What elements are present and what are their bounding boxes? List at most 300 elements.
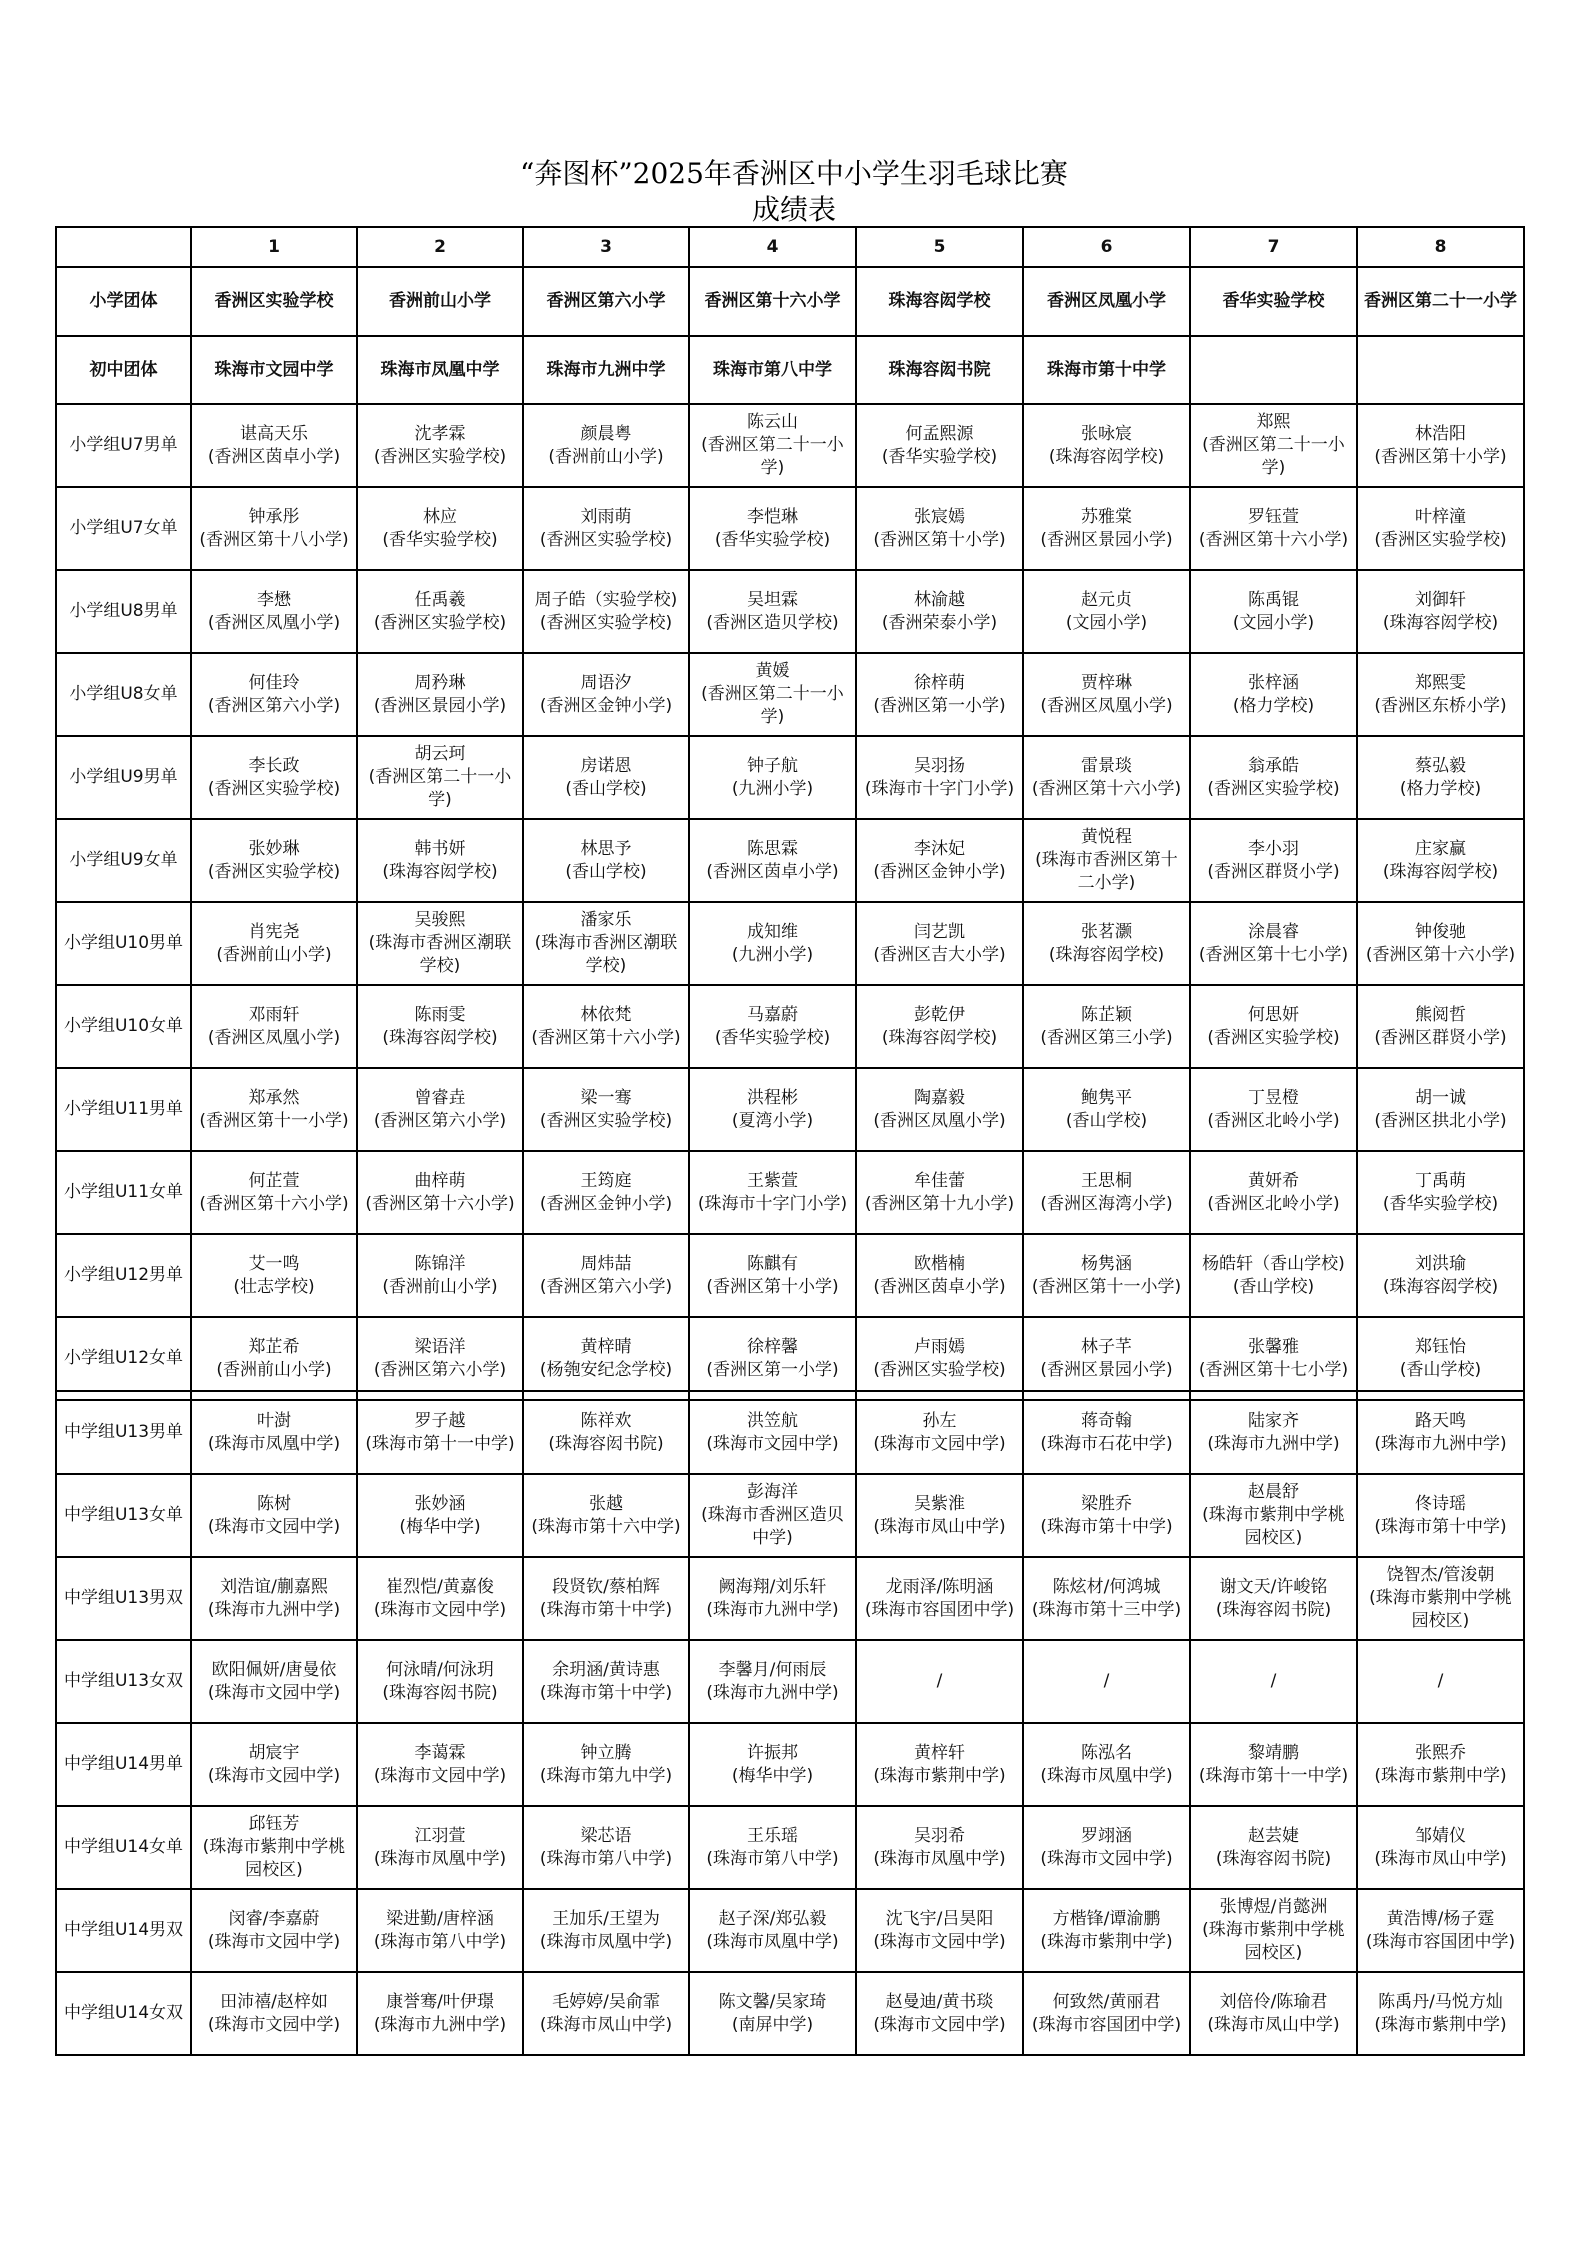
player-name: 徐梓萌 — [914, 672, 965, 693]
player-cell — [357, 1474, 523, 1557]
team-cell — [1190, 336, 1357, 404]
player-name: 陈树 — [257, 1493, 291, 1514]
player-cell — [689, 902, 856, 985]
school-name: (珠海市文园中学) — [207, 2014, 341, 2035]
event-row — [56, 985, 1524, 1068]
school-name: (珠海容闳书院) — [382, 1682, 498, 1703]
player-name: 邓雨轩 — [248, 1004, 300, 1025]
row-label: 中学组U14男双 — [56, 1889, 191, 1972]
school-name: (香洲区实验学校) — [207, 861, 341, 882]
player-cell — [689, 985, 856, 1068]
player-cell — [856, 736, 1023, 819]
school-name: (珠海容闳学校) — [1048, 944, 1165, 965]
school-name: (珠海市文园中学) — [373, 1599, 507, 1620]
school-name: (香洲区第十六小学) — [531, 1027, 681, 1048]
school-name: (香洲区实验学校) — [873, 1359, 1006, 1380]
player-cell — [856, 1234, 1023, 1317]
player-cell — [1023, 1972, 1190, 2055]
school-name: (香洲区实验学校) — [1207, 778, 1340, 799]
row-label: 小学组U9男单 — [56, 736, 191, 819]
player-name: 彭乾伊 — [914, 1004, 965, 1025]
player-cell — [1357, 404, 1524, 487]
player-cell — [523, 487, 689, 570]
player-cell — [1023, 1889, 1190, 1972]
event-row — [56, 1474, 1524, 1557]
player-cell — [856, 902, 1023, 985]
team-cell: 珠海市凤凰中学 — [357, 336, 523, 404]
player-cell — [1190, 902, 1357, 985]
school-name: (珠海市凤山中学) — [1374, 1848, 1507, 1869]
event-row — [56, 1889, 1524, 1972]
player-name: 龙雨泽/陈明涵 — [885, 1576, 994, 1597]
player-name: 赵元贞 — [1081, 589, 1132, 610]
school-name: (香山学校) — [1399, 1359, 1482, 1380]
school-name: (珠海市十字门小学) — [864, 778, 1015, 799]
player-cell — [1023, 570, 1190, 653]
team-cell: 珠海市第八中学 — [689, 336, 856, 404]
player-name: 陈文馨/吴家琦 — [718, 1991, 827, 2012]
team-cell: 珠海市第十中学 — [1023, 336, 1190, 404]
player-name: 周矜琳 — [414, 672, 466, 693]
column-header: 8 — [1357, 227, 1524, 267]
player-cell — [357, 985, 523, 1068]
school-name: (香山学校) — [565, 778, 647, 799]
school-name: (香洲区实验学校) — [539, 1110, 673, 1131]
school-name: (夏湾小学) — [731, 1110, 814, 1131]
player-cell — [689, 1723, 856, 1806]
player-name: 陈芷颖 — [1081, 1004, 1132, 1025]
school-name: (文园小学) — [1232, 612, 1315, 633]
player-name: 王筠庭 — [580, 1170, 632, 1191]
school-name: (珠海市凤凰中学) — [1040, 1765, 1173, 1786]
player-cell — [1190, 1723, 1357, 1806]
school-name: (珠海市凤山中学) — [873, 1516, 1006, 1537]
player-cell — [523, 1234, 689, 1317]
event-row — [56, 1151, 1524, 1234]
school-name: (珠海市九洲中学) — [1207, 1433, 1340, 1454]
player-cell — [357, 1391, 523, 1474]
player-name: 沈飞宇/吕昊阳 — [885, 1908, 994, 1929]
player-name: 赵芸婕 — [1248, 1825, 1299, 1846]
player-cell — [689, 1557, 856, 1640]
school-name: (香洲区第十六小学) — [365, 1193, 515, 1214]
event-row — [56, 1723, 1524, 1806]
school-name: (香洲区第十六小学) — [1365, 944, 1516, 965]
school-name: (香洲区拱北小学) — [1374, 1110, 1507, 1131]
player-cell — [191, 1972, 357, 2055]
player-name: 欧阳佩妍/唐曼依 — [211, 1659, 337, 1680]
school-name: (珠海市文园中学) — [207, 1931, 341, 1952]
player-cell — [1357, 1474, 1524, 1557]
player-name: 陈祥欢 — [580, 1410, 632, 1431]
event-row — [56, 1391, 1524, 1474]
school-name: (香洲区群贤小学) — [1207, 861, 1340, 882]
player-cell — [1357, 1391, 1524, 1474]
player-name: 陶嘉毅 — [914, 1087, 965, 1108]
player-cell — [523, 570, 689, 653]
player-cell — [1357, 1640, 1524, 1723]
row-label: 中学组U13女单 — [56, 1474, 191, 1557]
school-name: (香洲区第二十一小学) — [701, 435, 844, 478]
player-cell — [1023, 1391, 1190, 1474]
player-name: 陈炫材/何鸿城 — [1052, 1576, 1161, 1597]
school-name: (香洲区金钟小学) — [539, 1193, 673, 1214]
school-name: (格力学校) — [1232, 695, 1315, 716]
player-name: 李长政 — [248, 755, 300, 776]
player-cell — [357, 1972, 523, 2055]
player-name: 周子皓（实验学校) — [534, 589, 678, 610]
player-name: 路天鸣 — [1415, 1410, 1466, 1431]
school-name: (珠海市文园中学) — [373, 1765, 507, 1786]
player-name: 房诺恩 — [580, 755, 632, 776]
player-cell — [856, 653, 1023, 736]
event-row — [56, 1557, 1524, 1640]
row-label: 中学组U13男双 — [56, 1557, 191, 1640]
player-name: 阙海翔/刘乐轩 — [718, 1576, 827, 1597]
player-name: 艾一鸣 — [248, 1253, 300, 1274]
player-cell — [191, 1474, 357, 1557]
player-name: 康誉骞/叶伊璟 — [386, 1991, 494, 2012]
column-header: 4 — [689, 227, 856, 267]
player-name: 梁语洋 — [414, 1336, 466, 1357]
school-name: (香洲区造贝学校) — [706, 612, 839, 633]
document-subtitle: 成绩表 — [751, 193, 836, 226]
player-cell — [523, 736, 689, 819]
player-name: 孙左 — [922, 1410, 957, 1431]
player-cell — [1023, 1474, 1190, 1557]
team-cell: 香洲前山小学 — [357, 267, 523, 336]
row-label: 中学组U14女双 — [56, 1972, 191, 2055]
school-name: (香洲区茵卓小学) — [207, 446, 341, 467]
player-cell — [1357, 570, 1524, 653]
player-name: 彭海洋 — [747, 1482, 798, 1502]
player-name: 罗子越 — [414, 1410, 466, 1431]
school-name: (珠海市第十六中学) — [531, 1516, 681, 1537]
school-name: (香山学校) — [1232, 1276, 1315, 1297]
school-name: (香洲区景园小学) — [1040, 529, 1173, 550]
player-name: 丁昱橙 — [1248, 1087, 1299, 1108]
player-cell — [1190, 1391, 1357, 1474]
school-name: (珠海市九洲中学) — [373, 2014, 507, 2035]
player-name: 张妙琳 — [248, 838, 300, 859]
school-name: (珠海容闳学校) — [1048, 446, 1165, 467]
school-name: (珠海市紫荆中学) — [1374, 2014, 1507, 2035]
school-name: (香洲区第十八小学) — [199, 529, 349, 550]
column-header: 5 — [856, 227, 1023, 267]
player-name: 赵子深/郑弘毅 — [718, 1908, 827, 1929]
player-name: 江羽萱 — [414, 1825, 466, 1846]
school-name: (九洲小学) — [731, 778, 814, 799]
player-name: 叶梓潼 — [1415, 506, 1466, 527]
player-cell — [856, 1068, 1023, 1151]
school-name: (珠海市凤山中学) — [1207, 2014, 1340, 2035]
column-header: 2 — [357, 227, 523, 267]
school-name: (珠海市文园中学) — [873, 2014, 1006, 2035]
player-cell — [357, 487, 523, 570]
player-name: 胡宸宇 — [248, 1742, 300, 1763]
player-name: 苏雅棠 — [1081, 506, 1132, 527]
player-name: 饶智杰/管浚朝 — [1386, 1565, 1495, 1585]
team-cell: 香华实验学校 — [1190, 267, 1357, 336]
school-name: (香洲荣泰小学) — [881, 612, 998, 633]
player-name: 李沐妃 — [914, 838, 965, 859]
team-cell: 珠海容闳书院 — [856, 336, 1023, 404]
player-cell — [523, 1640, 689, 1723]
player-cell — [1190, 1806, 1357, 1889]
player-name: 陈禹锟 — [1248, 589, 1299, 610]
player-name: 贾梓琳 — [1081, 672, 1132, 693]
player-name: 邱钰芳 — [248, 1814, 300, 1834]
player-name: 许振邦 — [747, 1742, 798, 1763]
school-name: (香洲前山小学) — [216, 1359, 332, 1380]
player-name: 林应 — [423, 506, 457, 527]
player-name: 蔡弘毅 — [1415, 755, 1466, 776]
school-name: (香洲区第十六小学) — [1198, 529, 1349, 550]
row-label: 中学组U13女双 — [56, 1640, 191, 1723]
player-cell — [1357, 736, 1524, 819]
row-label: 小学组U9女单 — [56, 819, 191, 902]
team-cell: 香洲区第六小学 — [523, 267, 689, 336]
player-cell — [856, 1474, 1023, 1557]
school-name: (珠海市容国团中学) — [1031, 2014, 1182, 2035]
school-name: (珠海市紫荆中学) — [873, 1765, 1006, 1786]
player-cell — [523, 1391, 689, 1474]
player-name: 周语汐 — [580, 672, 632, 693]
school-name: (珠海市香洲区潮联学校) — [368, 933, 512, 976]
event-row — [56, 736, 1524, 819]
school-name: (珠海市紫荆中学桃园校区) — [1202, 1920, 1345, 1963]
player-cell — [1357, 1723, 1524, 1806]
school-name: (香洲前山小学) — [548, 446, 664, 467]
school-name: (珠海容闳学校) — [382, 861, 498, 882]
player-cell — [1190, 404, 1357, 487]
school-name: (珠海市第九中学) — [539, 1765, 673, 1786]
player-name: 杨隽涵 — [1081, 1253, 1132, 1274]
player-name: 何孟熙源 — [905, 423, 974, 444]
school-name: (珠海市石花中学) — [1040, 1433, 1173, 1454]
player-cell — [689, 1391, 856, 1474]
player-name: 庄家赢 — [1415, 838, 1466, 859]
player-cell — [191, 1723, 357, 1806]
player-cell — [1190, 487, 1357, 570]
player-name: 郑承然 — [248, 1087, 300, 1108]
school-name: (香山学校) — [565, 861, 647, 882]
school-name: (香洲区北岭小学) — [1207, 1110, 1340, 1131]
player-cell — [523, 985, 689, 1068]
player-cell — [1190, 1640, 1357, 1723]
school-name: (珠海市香洲区潮联学校) — [534, 933, 678, 976]
player-cell — [357, 653, 523, 736]
school-name: (香洲区第十六小学) — [1031, 778, 1182, 799]
player-cell — [191, 1640, 357, 1723]
player-cell — [1357, 1972, 1524, 2055]
player-name: 蒋奇翰 — [1081, 1410, 1132, 1431]
player-cell — [689, 404, 856, 487]
player-cell — [357, 1806, 523, 1889]
school-name: (香洲区实验学校) — [539, 529, 673, 550]
player-name: 林浩阳 — [1415, 423, 1466, 444]
player-cell — [689, 736, 856, 819]
player-cell — [191, 570, 357, 653]
player-cell — [1190, 1068, 1357, 1151]
school-name: (香洲区凤凰小学) — [1040, 695, 1173, 716]
player-name: 刘御轩 — [1415, 589, 1466, 610]
school-name: (珠海市文园中学) — [706, 1433, 839, 1454]
school-name: (珠海市容国团中学) — [864, 1599, 1015, 1620]
player-name: 罗钰萱 — [1248, 506, 1299, 527]
player-name: 钟俊驰 — [1415, 921, 1466, 942]
school-name: (珠海市容国团中学) — [1365, 1931, 1516, 1952]
school-name: (香洲区第一小学) — [706, 1359, 839, 1380]
player-cell — [191, 404, 357, 487]
player-name: 张博煜/肖懿洲 — [1219, 1897, 1328, 1917]
row-label: 小学组U12女单 — [56, 1317, 191, 1400]
school-name: (香洲区第二十一小学) — [368, 767, 512, 810]
team-cell — [1357, 336, 1524, 404]
school-name: (珠海市文园中学) — [207, 1682, 341, 1703]
player-name: 张馨雅 — [1248, 1336, 1299, 1357]
school-name: (壮志学校) — [233, 1276, 315, 1297]
row-label: 中学组U13男单 — [56, 1391, 191, 1474]
player-cell — [1357, 1317, 1524, 1400]
school-name: (珠海市凤山中学) — [539, 2014, 673, 2035]
player-name: 何芷萱 — [248, 1170, 300, 1191]
player-cell — [1357, 902, 1524, 985]
player-name: 李馨月/何雨辰 — [718, 1659, 827, 1680]
player-name: 梁进勤/唐梓涵 — [386, 1908, 494, 1929]
player-name: 欧楷楠 — [914, 1253, 965, 1274]
school-name: (珠海市九洲中学) — [706, 1599, 839, 1620]
player-name: 吴紫淮 — [914, 1493, 965, 1514]
results-table-primary — [55, 226, 1525, 1401]
player-name: 牟佳蕾 — [914, 1170, 965, 1191]
player-cell — [689, 1474, 856, 1557]
player-cell — [1190, 1317, 1357, 1400]
player-name: 黄梓晴 — [580, 1336, 632, 1357]
player-cell — [689, 1640, 856, 1723]
player-name: 郑熙 — [1256, 412, 1291, 432]
player-cell — [1357, 1557, 1524, 1640]
player-cell — [1023, 1806, 1190, 1889]
player-cell — [191, 902, 357, 985]
school-name: (香洲区第六小学) — [373, 1110, 507, 1131]
school-name: (珠海市第十中学) — [1040, 1516, 1173, 1537]
player-cell — [191, 1151, 357, 1234]
player-name: 沈孝霖 — [414, 423, 466, 444]
school-name: (香洲区凤凰小学) — [207, 1027, 341, 1048]
player-name: 赵晨舒 — [1248, 1482, 1299, 1502]
school-name: (香洲区实验学校) — [1374, 529, 1507, 550]
player-name: 郑芷希 — [248, 1336, 300, 1357]
school-name: (香山学校) — [1065, 1110, 1148, 1131]
school-name: (珠海市第十三中学) — [1031, 1599, 1182, 1620]
player-cell — [1023, 404, 1190, 487]
school-name: (九洲小学) — [731, 944, 814, 965]
row-label: 小学组U12男单 — [56, 1234, 191, 1317]
corner-cell — [56, 227, 191, 267]
school-name: (香洲区第一小学) — [873, 695, 1006, 716]
player-name: 何致然/黄丽君 — [1052, 1991, 1161, 2012]
school-name: (珠海市第十一中学) — [1198, 1765, 1349, 1786]
player-name: 卢雨嫣 — [914, 1336, 965, 1357]
school-name: (梅华中学) — [731, 1765, 814, 1786]
event-row — [56, 653, 1524, 736]
player-cell — [523, 1889, 689, 1972]
player-cell — [357, 1234, 523, 1317]
player-name: 王思桐 — [1081, 1170, 1132, 1191]
school-name: (香洲区第十六小学) — [199, 1193, 349, 1214]
player-cell — [191, 819, 357, 902]
player-cell — [689, 819, 856, 902]
player-cell — [856, 1640, 1023, 1723]
event-row — [56, 1317, 1524, 1400]
player-cell — [689, 1234, 856, 1317]
player-name: 钟承彤 — [248, 506, 300, 527]
row-label: 小学团体 — [56, 267, 191, 336]
player-cell — [1357, 487, 1524, 570]
player-cell — [191, 1806, 357, 1889]
column-header: 6 — [1023, 227, 1190, 267]
player-name: 张梓涵 — [1248, 672, 1299, 693]
player-cell — [523, 1806, 689, 1889]
player-cell — [523, 1317, 689, 1400]
team-row — [56, 336, 1524, 404]
player-cell — [1357, 1889, 1524, 1972]
school-name: (香洲区第二十一小学) — [1202, 435, 1345, 478]
player-name: 黄浩博/杨子霆 — [1386, 1908, 1495, 1929]
player-cell — [1023, 819, 1190, 902]
row-label: 小学组U11女单 — [56, 1151, 191, 1234]
player-name: 叶澍 — [257, 1410, 291, 1431]
player-cell — [191, 487, 357, 570]
results-table-middle — [55, 1390, 1525, 2056]
player-cell — [191, 1557, 357, 1640]
player-name: 陈思霖 — [747, 838, 798, 859]
school-name: (珠海市文园中学) — [207, 1516, 341, 1537]
player-cell — [856, 570, 1023, 653]
school-name: (香洲区第十一小学) — [199, 1110, 349, 1131]
row-label: 初中团体 — [56, 336, 191, 404]
player-name: 李恺琳 — [747, 506, 798, 527]
player-cell — [1023, 487, 1190, 570]
event-row — [56, 570, 1524, 653]
player-cell — [1190, 653, 1357, 736]
player-cell — [1190, 985, 1357, 1068]
player-cell — [1023, 902, 1190, 985]
player-cell — [1357, 653, 1524, 736]
player-name: 吴羽扬 — [914, 755, 965, 776]
player-name: 余玥涵/黄诗惠 — [552, 1659, 660, 1680]
player-cell — [523, 404, 689, 487]
player-name: / — [1103, 1671, 1110, 1691]
player-cell — [1023, 1557, 1190, 1640]
player-name: 张咏宸 — [1081, 423, 1132, 444]
player-cell — [1357, 1151, 1524, 1234]
school-name: (香洲区第十一小学) — [1031, 1276, 1182, 1297]
player-cell — [191, 1068, 357, 1151]
player-cell — [1023, 1640, 1190, 1723]
school-name: (香洲区凤凰小学) — [207, 612, 341, 633]
player-name: 林依梵 — [580, 1004, 632, 1025]
event-row — [56, 1640, 1524, 1723]
player-cell — [689, 653, 856, 736]
school-name: (珠海容闳学校) — [382, 1027, 498, 1048]
event-row — [56, 902, 1524, 985]
school-name: (香洲区海湾小学) — [1040, 1193, 1173, 1214]
player-cell — [856, 1889, 1023, 1972]
school-name: (珠海市第八中学) — [373, 1931, 507, 1952]
school-name: (香洲区实验学校) — [539, 612, 673, 633]
